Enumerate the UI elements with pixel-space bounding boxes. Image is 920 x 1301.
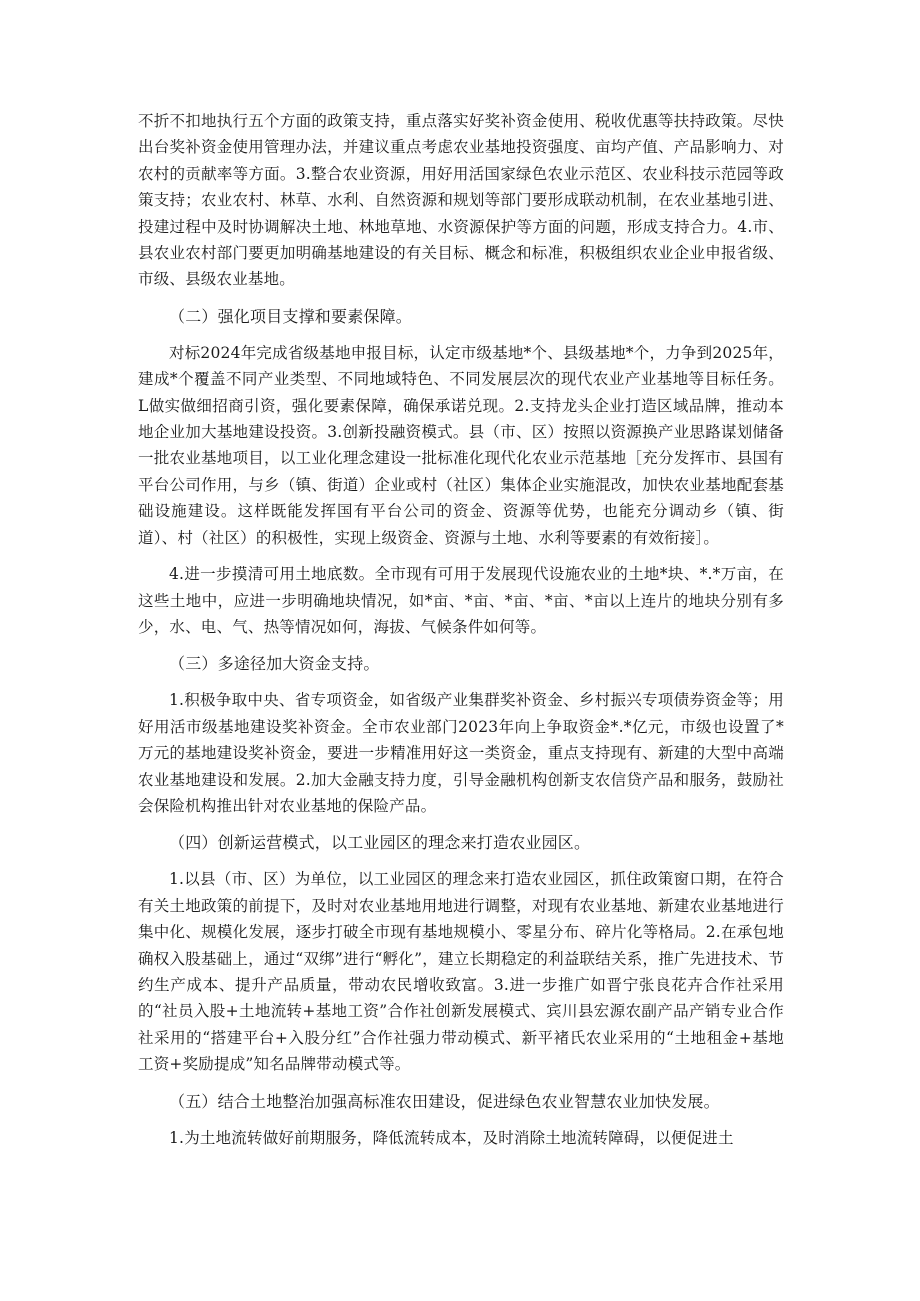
paragraph-land-transfer: 1.为土地流转做好前期服务，降低流转成本，及时消除土地流转障碍，以便促进土 [169,1128,734,1147]
paragraph-operation-model: 1.以县（市、区）为单位，以工业园区的理念来打造农业园区，抓住政策窗口期，在符合有关土地政策的前提下，及时对农业基地用地进行调整，对现有农业基地、新建农业基地进行集中化、规模化发展，逐步打破全市现有基地规模小、零星分布、碎片化等格局。2.在承包地确权入股基础上，通过“双绑”进行“孵化”，建立长期稳定的利益联结关系，推广先进技术、节约生产成本、提升产品质量，带动农民增收致富。3.进一步推广如晋宁张良花卉合作社采用的“社员入股+土地流转+基地工资”合作社创新发展模式、宾川县宏源农副产品产销专业合作社采用的“搭建平台+入股分红”合作社强力带动模式、新平褚氏农业采用的“土地租金+基地工资+奖励提成”知名品牌带动模式等。 [138,870,784,1074]
section-heading-2: （二）强化项目支撑和要素保障。 [169,306,413,326]
paragraph-policy-support: 不折不扣地执行五个方面的政策支持，重点落实好奖补资金使用、税收优惠等扶持政策。尽快出台奖补资金使用管理办法，并建议重点考虑农业基地投资强度、亩均产值、产品影响力、对农村的贡献率等方面。3.整合农业资源，用好用活国家绿色农业示范区、农业科技示范园等政策支持；农业农村、林草、水利、自然资源和规划等部门要形成联动机制，在农业基地引进、投建过程中及时协调解决土地、林地草地、水资源保护等方面的问题，形成支持合力。4.市、县农业农村部门要更加明确基地建设的有关目标、概念和标准，积极组织农业企业申报省级、市级、县级农业基地。 [138,112,784,289]
paragraph-land-survey: 4.进一步摸清可用土地底数。全市现有可用于发展现代设施农业的土地*块、*.*万亩，在这些土地中，应进一步明确地块情况，如*亩、*亩、*亩、*亩、*亩以上连片的地块分别有多少，水、电、气、热等情况如何，海拔、气候条件如何等。 [138,565,784,636]
section-heading-4: （四）创新运营模式，以工业园区的理念来打造农业园区。 [169,833,591,853]
section-heading-3: （三）多途径加大资金支持。 [169,654,380,674]
paragraph-project-support: 对标2024年完成省级基地申报目标，认定市级基地*个、县级基地*个，力争到2025年，建成*个覆盖不同产业类型、不同地域特色、不同发展层次的现代农业产业基地等目标任务。L做实做细招商引资，强化要素保障，确保承诺兑现。2.支持龙头企业打造区域品牌，推动本地企业加大基地建设投资。3.创新投融资模式。县（市、区）按照以资源换产业思路谋划储备一批农业基地项目，以工业化理念建设一批标准化现代化农业示范基地［充分发挥市、县国有平台公司作用，与乡（镇、街道）企业或村（社区）集体企业实施混改，加快农业基地配套基础设施建设。这样既能发挥国有平台公司的资金、资源等优势，也能充分调动乡（镇、街道）、村（社区）的积极性，实现上级资金、资源与土地、水利等要素的有效衔接］。 [138,343,784,547]
section-heading-5: （五）结合土地整治加强高标准农田建设，促进绿色农业智慧农业加快发展。 [169,1091,720,1111]
paragraph-funding: 1.积极争取中央、省专项资金，如省级产业集群奖补资金、乡村振兴专项债券资金等；用好用活市级基地建设奖补资金。全市农业部门2023年向上争取资金*.*亿元，市级也设置了*万元的基地建设奖补资金，要进一步精准用好这一类资金，重点支持现有、新建的大型中高端农业基地建设和发展。2.加大金融支持力度，引导金融机构创新支农信贷产品和服务，鼓励社会保险机构推出针对农业基地的保险产品。 [138,691,784,815]
document-page [138,108,784,1161]
